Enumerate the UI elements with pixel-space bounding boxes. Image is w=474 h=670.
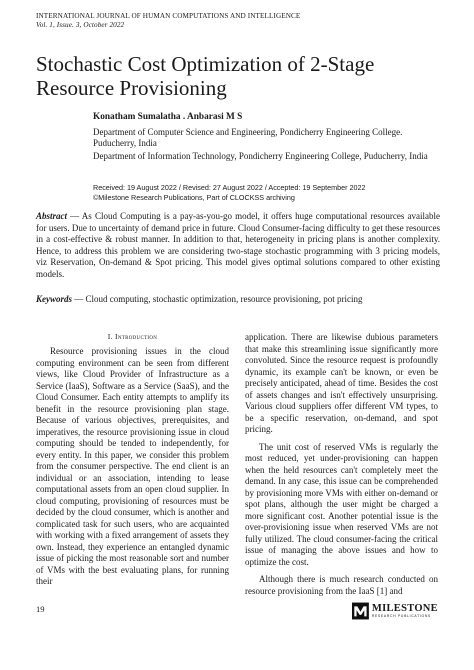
- milestone-logo-icon: [352, 600, 369, 622]
- publication-dates: [93, 183, 366, 202]
- section-number: I.: [107, 332, 113, 341]
- section-title: Introduction: [114, 332, 158, 341]
- affiliation-2: Department of Information Technology, Pondicherry Engineering College, Puducherry, India: [93, 151, 428, 161]
- keywords-text: — Cloud computing, stochastic optimization, resource provisioning, pot pricing: [72, 294, 363, 304]
- affiliation-1: Department of Computer Science and Engineering, Pondicherry Engineering College. Puducherry, India: [93, 127, 403, 149]
- keywords: [36, 294, 440, 306]
- paragraph: The unit cost of reserved VMs is regularly the most reduced, yet under-provisioning can happen when the held resources can't completely meet the demand. In any case, this issue can be comprehended by provisioning more VMs with either on-demand or spot plans, although the user might be charged a more significant cost. Another potential issue is the over-provisioning issue when reserved VMs are not fully utilized. The cloud consumer-facing the critical issue of managing the above issues and how to optimize the cost.: [245, 441, 438, 567]
- right-column: [245, 332, 438, 603]
- paragraph: Although there is much research conducted on resource provisioning from the IaaS [1] and: [245, 574, 438, 596]
- paper-title: Stochastic Cost Optimization of 2-Stage Resource Provisioning: [36, 52, 375, 100]
- left-column: [36, 346, 229, 594]
- abstract-text: — As Cloud Computing is a pay-as-you-go model, it offers huge computational resources available for users. Due to uncertainty of demand price in future. Cloud Consumer-facing difficulty to get these resources in a cost-effective & robust manner. In addition to that, heterogeneity in pricing plans is another complexity. Hence, to address this problem we are considering two-stage stochastic programming with 3 pricing models, viz Reservation, On-demand & Spot pricing. This model gives optimal solutions compared to other existing models.: [36, 211, 440, 279]
- journal-name: INTERNATIONAL JOURNAL OF HUMAN COMPUTATIONS AND INTELLIGENCE: [36, 12, 301, 20]
- journal-header: [36, 12, 300, 30]
- publisher-logo: [352, 598, 438, 624]
- section-heading: [36, 332, 229, 341]
- abstract-label: Abstract: [36, 211, 68, 221]
- logo-subtitle: RESEARCH PUBLICATIONS: [371, 614, 431, 618]
- dates-line: Received: 19 August 2022 / Revised: 27 August 2022 / Accepted: 19 September 2022: [93, 183, 366, 192]
- paper-authors: Konatham Sumalatha . Anbarasi M S: [93, 112, 243, 122]
- page-number: 19: [36, 604, 45, 614]
- abstract: [36, 211, 440, 281]
- copyright-line: ©Milestone Research Publications, Part of CLOCKSS archiving: [93, 192, 295, 202]
- journal-issue: Vol. 1, Issue. 3, October 2022: [36, 21, 125, 29]
- paragraph: Resource provisioning issues in the cloud computing environment can be seen from different views, like Cloud Provider of Infrastructure as a Service (IaaS), Software as a Service (SaaS), and the Cloud Consumer. Each entity attempts to amplify its benefit in the resource provisioning plan stage. Because of various objectives, prerequisites, and imperatives, the resource provisioning issue in cloud computing should be tended to independently, for every entity. In this paper, we consider this problem from the consumer perspective. The end client is an individual or an association, intending to lease computational assets from an open cloud supplier. In cloud computing, provisioning of resources must be decided by the cloud consumer, which is another and complicated task for such users, who are acquainted with working with a fixed arrangement of assets they own. Instead, they experience an entangled dynamic issue of picking the most reasonable sort and number of VMs with the best evaluating plans, for running their: [36, 346, 229, 586]
- logo-text: [372, 603, 438, 619]
- logo-name: MILESTONE: [371, 603, 438, 614]
- paragraph: application. There are likewise dubious parameters that make this streamlining issue significantly more convoluted. Since the resource request is profoundly dynamic, its example can't be known, or even be precisely anticipated, ahead of time. Besides the cost of assets changes and isn't effectively unsurprising. Various cloud suppliers offer different VM types, to be a specific reservation, on-demand, and spot pricing.: [245, 332, 438, 434]
- keywords-label: Keywords: [36, 294, 72, 304]
